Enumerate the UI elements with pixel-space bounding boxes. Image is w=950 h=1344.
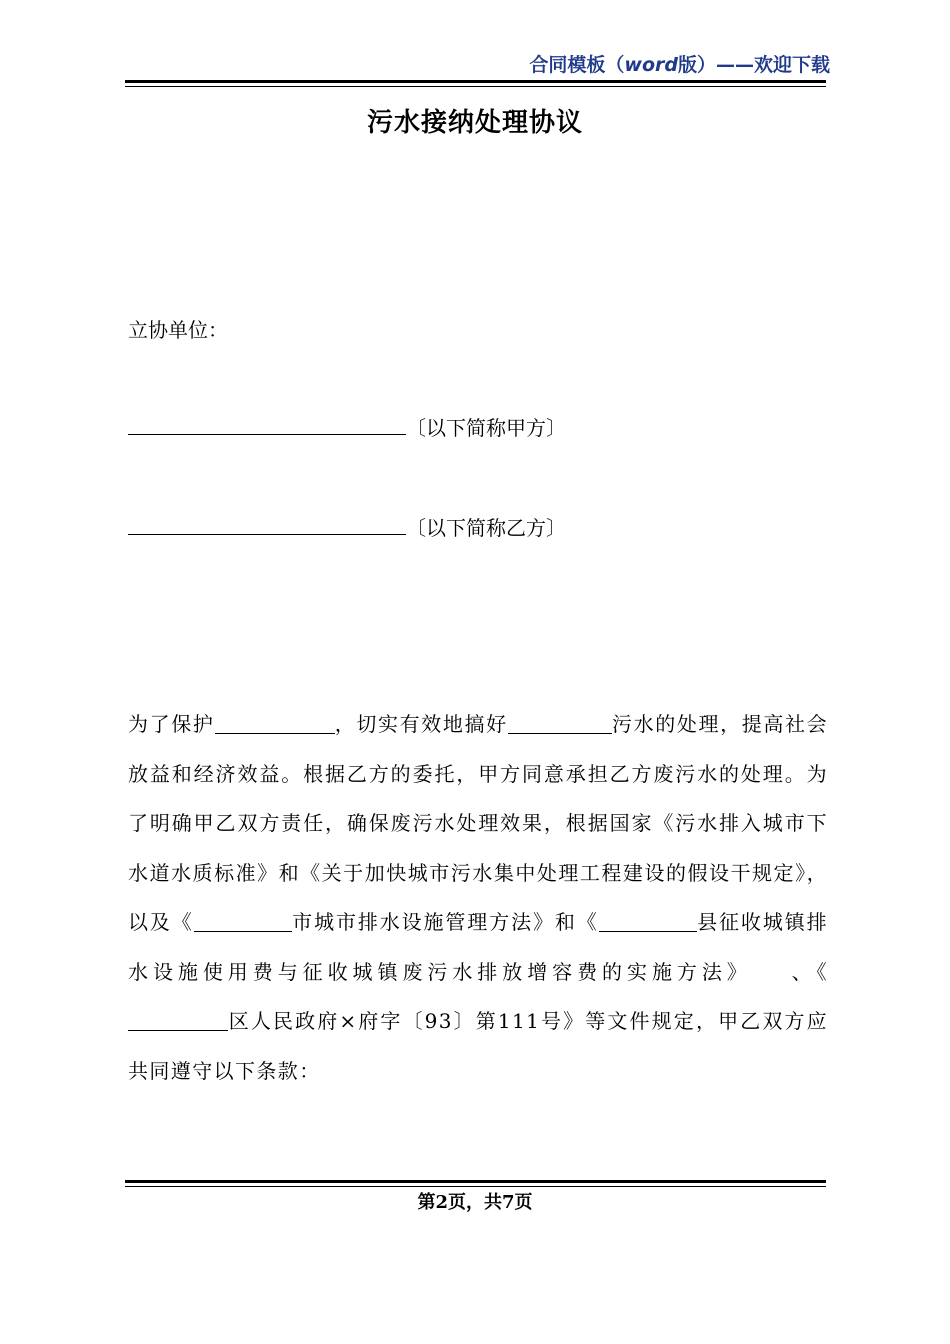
body-s4: 市城市排水设施管理方法》和《 [291, 910, 599, 934]
body-paragraph [128, 700, 828, 1096]
footer-rule [125, 1180, 826, 1187]
parties-label: 立协单位： [128, 318, 228, 342]
blank-protect [215, 715, 335, 734]
body-s6: 区人民政府×府字〔93〕第111号》等文件规定，甲乙双方应共同遵守以下条款： [128, 1009, 828, 1083]
header-prefix: 合同模板（ [529, 54, 625, 76]
blank-city [194, 913, 292, 932]
blank-county [599, 913, 697, 932]
body-s5: 县征收城镇排水设施使用费与征收城镇废污水排放增容费的实施方法》 、《 [128, 910, 829, 984]
page-number: 第2页，共7页 [417, 1192, 533, 1213]
header-word: word [624, 54, 678, 76]
document-title: 污水接纳处理协议 [366, 108, 583, 138]
header-suffix: 版）——欢迎下载 [677, 54, 830, 76]
blank-district [128, 1012, 228, 1031]
party-b-blank [128, 533, 406, 535]
party-a-line [128, 412, 566, 441]
party-b-line [128, 512, 566, 541]
header-rule [125, 80, 826, 87]
body-s1: 为了保护 [128, 712, 215, 736]
party-b-suffix: 〔以下简称乙方〕 [406, 516, 566, 540]
body-s3: 污水的处理，提高社会放益和经济效益。根据乙方的委托，甲方同意承担乙方废污水的处理。为了明确甲乙双方责任，确保废污水处理效果，根据国家《污水排入城市下水道水质标准》和《关于加快城市污水集中处理工程建设的假设干规定》，以及《 [128, 712, 829, 934]
body-s2: ，切实有效地搞好 [334, 712, 508, 736]
header-banner [529, 50, 830, 77]
party-a-blank [128, 433, 406, 435]
party-a-suffix: 〔以下简称甲方〕 [406, 416, 566, 440]
blank-wastewater [508, 715, 612, 734]
